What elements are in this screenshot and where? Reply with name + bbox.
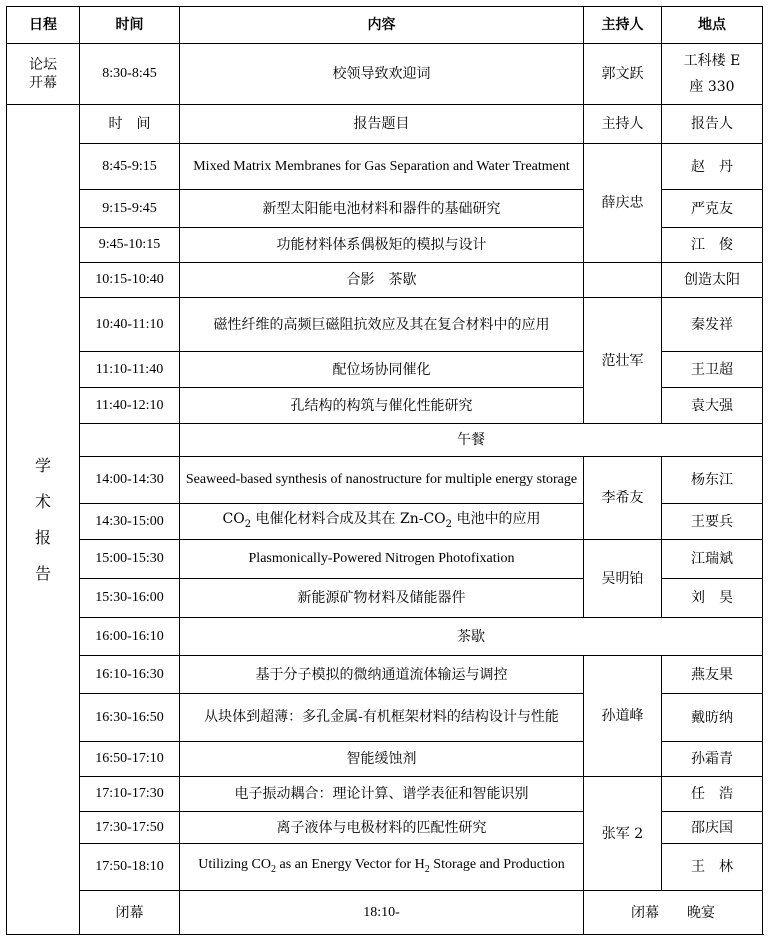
title-subscript: 2 — [445, 518, 453, 530]
talk-title: Mixed Matrix Membranes for Gas Separation and Water Treatment — [180, 144, 584, 190]
talk-speaker: 邵庆国 — [662, 812, 763, 844]
talk-time: 17:30-17:50 — [80, 812, 180, 844]
talk-time: 11:10-11:40 — [80, 352, 180, 388]
talk-speaker: 孙霜青 — [662, 742, 763, 777]
header-content: 内容 — [180, 7, 584, 44]
header-place: 地点 — [662, 7, 763, 44]
academic-session-char: 告 — [34, 563, 51, 583]
talk-title: 基于分子模拟的微纳通道流体输运与调控 — [180, 656, 584, 694]
talk-title: Plasmonically-Powered Nitrogen Photofixation — [180, 540, 584, 579]
title-part: CO — [222, 510, 245, 527]
talk-speaker: 戴昉纳 — [662, 694, 763, 742]
opening-row — [7, 44, 763, 105]
opening-session-line1: 论坛 — [29, 57, 57, 73]
talk-time: 14:00-14:30 — [80, 457, 180, 504]
talk-title: 新能源矿物材料及储能器件 — [180, 579, 584, 618]
closing-session: 闭幕 — [80, 891, 180, 935]
talk-time-empty — [80, 424, 180, 457]
talk-time: 11:40-12:10 — [80, 388, 180, 424]
academic-session-char: 报 — [34, 527, 51, 547]
talk-time: 9:45-10:15 — [80, 228, 180, 263]
talk-time: 16:50-17:10 — [80, 742, 180, 777]
host-cell: 张军 2 — [584, 777, 662, 891]
talk-speaker: 创造太阳 — [662, 263, 763, 298]
talk-speaker: 江瑞斌 — [662, 540, 763, 579]
talk-speaker: 任 浩 — [662, 777, 763, 812]
title-subscript: 2 — [244, 518, 252, 530]
closing-time: 18:10- — [180, 891, 584, 935]
opening-host: 郭文跃 — [584, 44, 662, 105]
subheader-time: 时 间 — [80, 105, 180, 144]
subheader-row — [7, 105, 763, 144]
table-row — [7, 656, 763, 694]
title-part: as an Energy Vector for H — [276, 856, 425, 872]
talk-title: 智能缓蚀剂 — [180, 742, 584, 777]
header-day: 日程 — [7, 7, 80, 44]
host-cell: 吴明铂 — [584, 540, 662, 618]
talk-speaker: 王要兵 — [662, 504, 763, 540]
talk-time: 9:15-9:45 — [80, 190, 180, 228]
schedule-table — [6, 6, 763, 935]
opening-place-line1: 工科楼 E — [683, 53, 741, 69]
table-row — [7, 777, 763, 812]
talk-speaker: 杨东江 — [662, 457, 763, 504]
opening-time: 8:30-8:45 — [80, 44, 180, 105]
host-cell-empty — [584, 263, 662, 298]
talk-time: 10:40-11:10 — [80, 298, 180, 352]
table-row — [7, 424, 763, 457]
talk-speaker: 赵 丹 — [662, 144, 763, 190]
talk-speaker: 袁大强 — [662, 388, 763, 424]
title-part: 电催化材料合成及其在 Zn-CO — [251, 510, 446, 527]
talk-speaker: 王卫超 — [662, 352, 763, 388]
title-subscript: 2 — [424, 863, 430, 875]
academic-session-char: 术 — [34, 491, 51, 511]
host-cell: 李希友 — [584, 457, 662, 540]
talk-time: 16:00-16:10 — [80, 618, 180, 656]
talk-time: 8:45-9:15 — [80, 144, 180, 190]
break-title: 合影 茶歇 — [180, 263, 584, 298]
header-host: 主持人 — [584, 7, 662, 44]
closing-content: 闭幕 晚宴 — [584, 891, 763, 935]
table-row — [7, 457, 763, 504]
talk-title: 功能材料体系偶极矩的模拟与设计 — [180, 228, 584, 263]
talk-time: 17:10-17:30 — [80, 777, 180, 812]
talk-speaker: 秦发祥 — [662, 298, 763, 352]
lunch-title: 午餐 — [180, 424, 763, 457]
talk-time: 15:00-15:30 — [80, 540, 180, 579]
closing-row — [7, 891, 763, 935]
talk-time: 16:10-16:30 — [80, 656, 180, 694]
talk-title: 新型太阳能电池材料和器件的基础研究 — [180, 190, 584, 228]
talk-title — [180, 504, 584, 540]
table-row — [7, 144, 763, 190]
talk-title: 从块体到超薄：多孔金属-有机框架材料的结构设计与性能 — [180, 694, 584, 742]
talk-time: 17:50-18:10 — [80, 844, 180, 891]
talk-speaker: 严克友 — [662, 190, 763, 228]
title-subscript: 2 — [271, 863, 277, 875]
subheader-title: 报告题目 — [180, 105, 584, 144]
table-row — [7, 618, 763, 656]
academic-session — [7, 105, 80, 935]
header-row — [7, 7, 763, 44]
talk-time: 10:15-10:40 — [80, 263, 180, 298]
title-part: 电池中的应用 — [452, 510, 541, 527]
subheader-host: 主持人 — [584, 105, 662, 144]
talk-time: 16:30-16:50 — [80, 694, 180, 742]
talk-speaker: 江 俊 — [662, 228, 763, 263]
talk-title — [180, 844, 584, 891]
opening-session-line2: 开幕 — [29, 75, 57, 91]
talk-time: 15:30-16:00 — [80, 579, 180, 618]
academic-session-char: 学 — [34, 455, 51, 475]
host-cell: 范壮军 — [584, 298, 662, 424]
opening-place — [662, 44, 763, 105]
talk-title: 磁性纤维的高频巨磁阻抗效应及其在复合材料中的应用 — [180, 298, 584, 352]
talk-title: 电子振动耦合：理论计算、谱学表征和智能识别 — [180, 777, 584, 812]
opening-content: 校领导致欢迎词 — [180, 44, 584, 105]
title-part: Utilizing CO — [198, 856, 272, 872]
table-row — [7, 263, 763, 298]
talk-title: Seaweed-based synthesis of nanostructure for multiple energy storage — [180, 457, 584, 504]
break-title: 茶歇 — [180, 618, 763, 656]
talk-speaker: 刘 昊 — [662, 579, 763, 618]
table-row — [7, 298, 763, 352]
subheader-speaker: 报告人 — [662, 105, 763, 144]
talk-title: 离子液体与电极材料的匹配性研究 — [180, 812, 584, 844]
opening-place-line2: 座 330 — [689, 79, 735, 95]
talk-title: 配位场协同催化 — [180, 352, 584, 388]
header-time: 时间 — [80, 7, 180, 44]
table-row — [7, 540, 763, 579]
host-cell: 薛庆忠 — [584, 144, 662, 263]
talk-speaker: 燕友果 — [662, 656, 763, 694]
opening-session — [7, 44, 80, 105]
talk-title: 孔结构的构筑与催化性能研究 — [180, 388, 584, 424]
talk-speaker: 王 林 — [662, 844, 763, 891]
host-cell: 孙道峰 — [584, 656, 662, 777]
title-part: Storage and Production — [429, 856, 565, 872]
talk-time: 14:30-15:00 — [80, 504, 180, 540]
